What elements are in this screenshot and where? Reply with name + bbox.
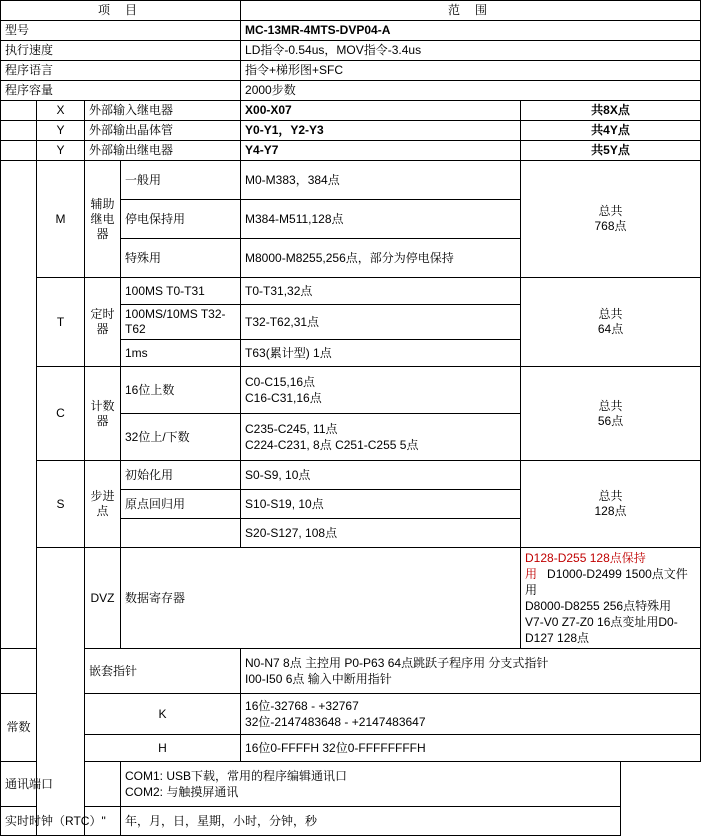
value-y-transistor-total: 共4Y点 [521,121,701,141]
table-row-y-transistor [1,121,701,141]
sub-c-16bit: 16位上数 [121,367,241,414]
value-dvz-line1-rest: D1000-D2499 1500点文件用 [525,567,688,597]
value-c-32bit [241,414,521,461]
sub-m-retentive: 停电保持用 [121,200,241,239]
code-const-h: H [85,735,241,762]
header-range: 范 围 [241,1,701,21]
value-comm-line2: COM2: 与触摸屏通讯 [125,785,239,799]
value-const-h: 16位0-FFFFH 32位0-FFFFFFFFH [241,735,701,762]
sub-s-init: 初始化用 [121,461,241,490]
label-y-transistor: 外部输出晶体管 [85,121,241,141]
spacer-cell [1,101,37,121]
group-s: 步进点 [85,461,121,548]
total-t-line1: 总共 [598,307,623,321]
spacer-cell-left [1,161,37,649]
table-row-dvz [1,548,701,649]
table-row-capacity [1,81,701,101]
value-nest-line2: I00-I50 6点 输入中断用指针 [245,672,392,686]
table-row-nest [1,649,701,694]
value-y-relay-total: 共5Y点 [521,141,701,161]
value-m-general: M0-M383，384点 [241,161,521,200]
sub-t-1ms: 1ms [121,340,241,367]
table-row-const-h [1,735,701,762]
value-m-special: M8000-M8255,256点，部分为停电保持 [241,239,521,278]
total-c-line2: 56点 [597,413,624,428]
value-c-16bit [241,367,521,414]
table-header-row [1,1,701,21]
value-speed: LD指令-0.54us，MOV指令-3.4us [241,41,701,61]
value-comm-line1: COM1: USB下载，常用的程序编辑通讯口 [125,769,348,783]
label-model: 型号 [1,21,241,41]
label-x-input: 外部输入继电器 [85,101,241,121]
total-s-line1: 总共 [598,489,623,503]
code-m: M [37,161,85,278]
label-language: 程序语言 [1,61,241,81]
code-c: C [37,367,85,461]
value-comm [121,762,621,807]
total-t [521,278,701,367]
table-row-y-relay [1,141,701,161]
sub-s-origin: 原点回归用 [121,490,241,519]
value-x-total: 共8X点 [521,101,701,121]
value-dvz-line3: V7-V0 Z7-Z0 16点变址用D0-D127 128点 [525,615,678,645]
value-c-16bit-line1: C0-C15,16点 [245,375,316,389]
sub-m-special: 特殊用 [121,239,241,278]
table-row-const-k [1,694,701,735]
value-c-32bit-line1: C235-C245, 11点 [245,422,338,436]
table-row-comm [1,762,701,807]
value-y-transistor-range: Y0-Y1，Y2-Y3 [241,121,521,141]
value-t-100ms: T0-T31,32点 [241,278,521,305]
sub-m-general: 一般用 [121,161,241,200]
total-s [521,461,701,548]
code-x: X [37,101,85,121]
label-speed: 执行速度 [1,41,241,61]
table-row-s-init [1,461,701,490]
value-y-relay-range: Y4-Y7 [241,141,521,161]
value-m-retentive: M384-M511,128点 [241,200,521,239]
value-s-init: S0-S9, 10点 [241,461,521,490]
label-capacity: 程序容量 [1,81,241,101]
code-dvz: DVZ [85,548,121,649]
value-c-16bit-line2: C16-C31,16点 [245,391,322,405]
value-s-origin: S10-S19, 10点 [241,490,521,519]
value-s-general: S20-S127, 108点 [241,519,521,548]
total-m-line1: 总共 [598,204,623,218]
value-capacity: 2000步数 [241,81,701,101]
sub-t-10ms: 100MS/10MS T32-T62 [121,305,241,340]
value-dvz-line1-red: D128-D255 128点保持用 [525,551,646,581]
table-row-language [1,61,701,81]
total-m [521,161,701,278]
total-c [521,367,701,461]
table-row-rtc [1,807,701,836]
code-y1: Y [37,121,85,141]
value-nest-line1: N0-N7 8点 主控用 P0-P63 64点跳跃子程序用 分支式指针 [245,656,549,670]
value-dvz-line1 [525,550,696,598]
label-dvz: 数据寄存器 [121,548,521,649]
value-const-k-line2: 32位-2147483648 - +2147483647 [245,715,426,729]
table-row-x-input [1,101,701,121]
total-m-line2: 768点 [594,219,627,233]
label-rtc: 实时时钟（RTC）" [1,807,121,836]
value-const-k-line1: 16位-32768 - +32767 [245,699,359,713]
value-model: MC-13MR-4MTS-DVP04-A [241,21,701,41]
value-const-k [241,694,701,735]
group-c: 计数器 [85,367,121,461]
table-row-speed [1,41,701,61]
value-t-10ms: T32-T62,31点 [241,305,521,340]
sub-c-32bit: 32位上/下数 [121,414,241,461]
value-t-1ms: T63(累计型) 1点 [241,340,521,367]
total-s-line2: 128点 [594,504,627,518]
label-const: 常数 [1,694,37,762]
total-c-line1: 总共 [598,398,623,413]
table-row-m-general [1,161,701,200]
spacer-cell [1,121,37,141]
header-item: 项 目 [1,1,241,21]
table-row-c-16bit [1,367,701,414]
spacer-cell [1,141,37,161]
value-c-32bit-line2: C224-C231, 8点 C251-C255 5点 [245,438,419,452]
value-rtc: 年，月，日，星期，小时，分钟，秒 [121,807,621,836]
table-row-model [1,21,701,41]
spacer-cell [1,649,37,694]
total-t-line2: 64点 [597,322,624,336]
code-t: T [37,278,85,367]
group-m: 辅助继电器 [85,161,121,278]
code-s: S [37,461,85,548]
group-t: 定时器 [85,278,121,367]
label-nest: 嵌套指针 [85,649,241,694]
sub-s-general [121,519,241,548]
value-language: 指令+梯形图+SFC [241,61,701,81]
label-comm: 通讯端口 [1,762,121,807]
value-x-range: X00-X07 [241,101,521,121]
value-dvz-line2: D8000-D8255 256点特殊用 [525,599,672,613]
value-dvz [521,548,701,649]
sub-t-100ms: 100MS T0-T31 [121,278,241,305]
code-const-k: K [85,694,241,735]
value-nest [241,649,701,694]
label-y-relay: 外部输出继电器 [85,141,241,161]
table-row-t-100ms [1,278,701,305]
code-y2: Y [37,141,85,161]
